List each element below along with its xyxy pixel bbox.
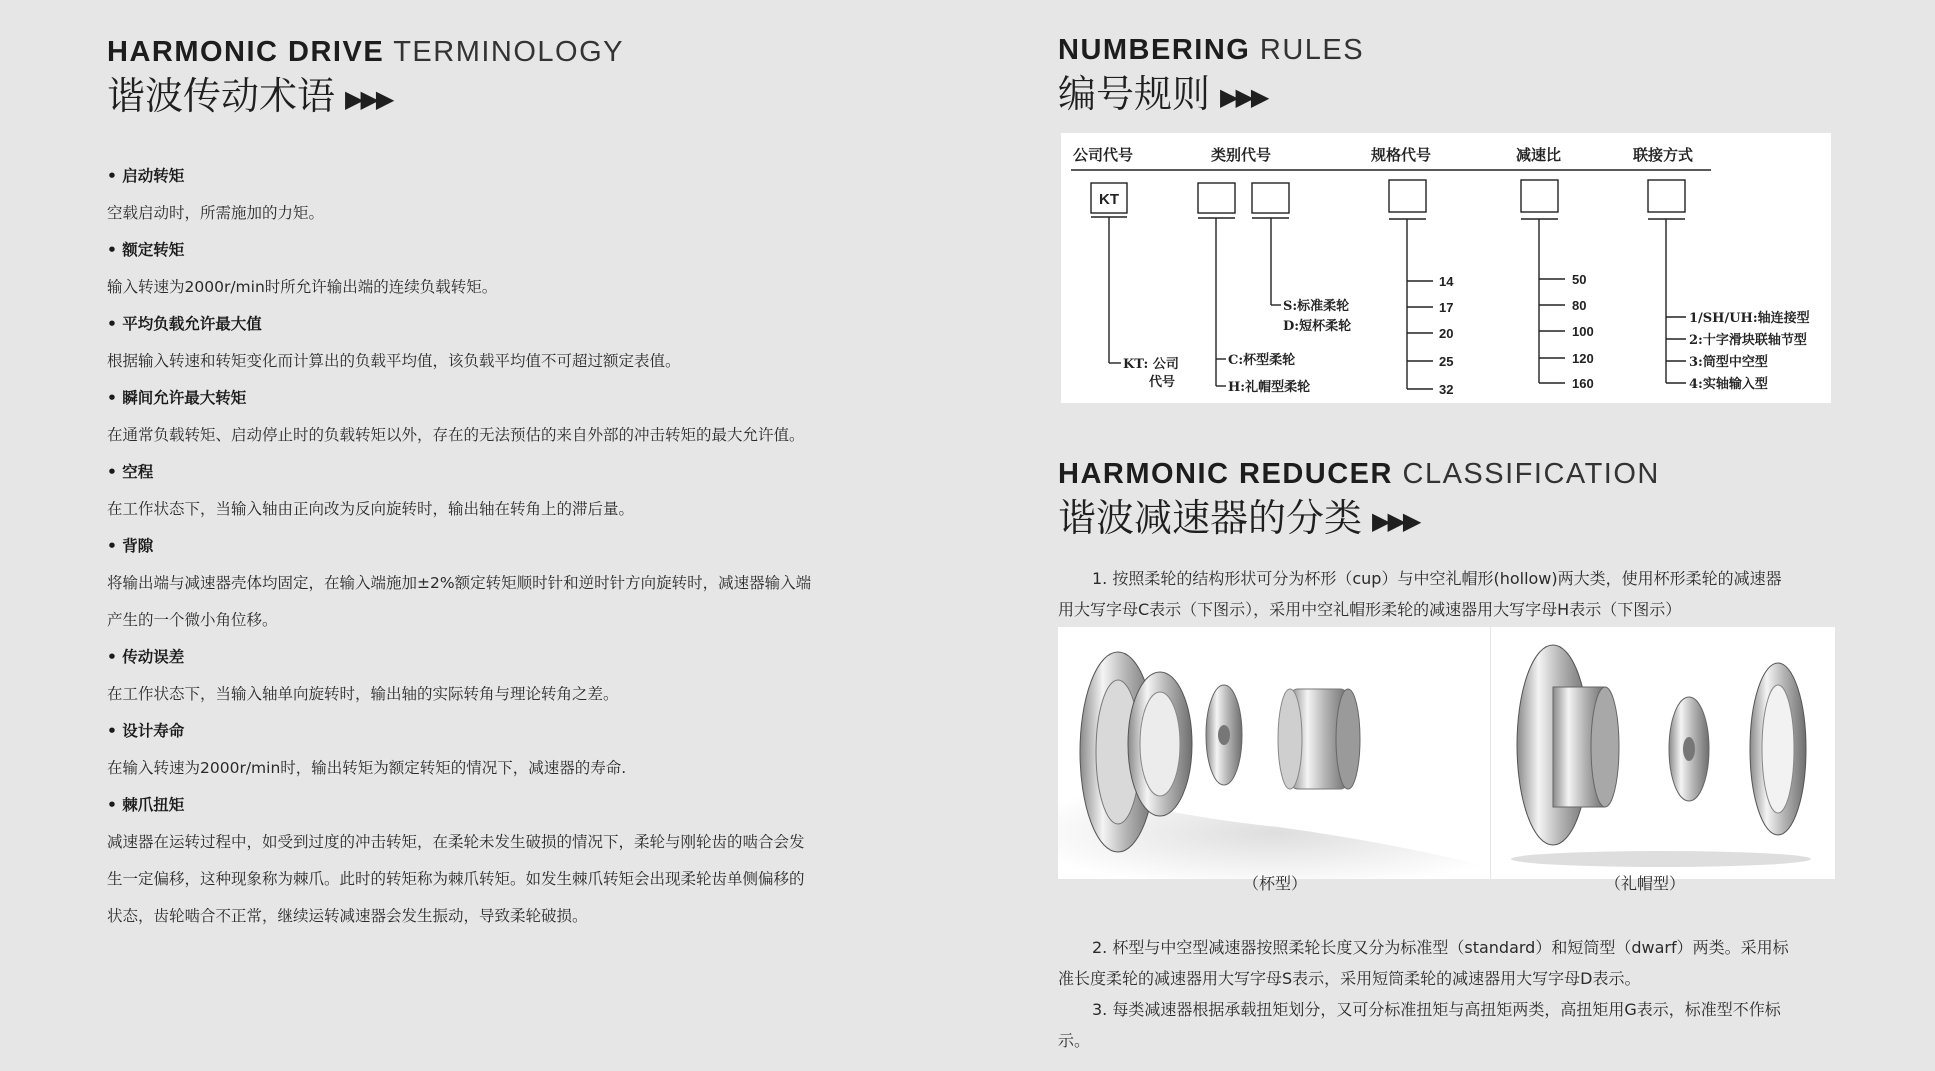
term-description: 将输出端与减速器壳体均固定，在输入端施加±2%额定转矩顺时针和逆时针方向旋转时，减速器输入端 [107,574,812,592]
ratio-value: 80 [1572,298,1587,313]
ratio-value: 50 [1572,272,1587,287]
term-description: 状态，齿轮啮合不正常，继续运转减速器会发生振动，导致柔轮破损。 [107,907,588,925]
hat-type-caption: （礼帽型） [1604,874,1685,893]
term-description: 在输入转速为2000r/min时，输出转矩为额定转矩的情况下，减速器的寿命. [107,759,627,777]
term-title: • 额定转矩 [107,241,185,259]
ratio-value: 160 [1572,376,1594,391]
term-description: 产生的一个微小角位移。 [107,611,278,629]
size-value: 25 [1439,354,1454,369]
term-title: • 平均负载允许最大值 [107,315,262,333]
connection-label: 3:筒型中空型 [1689,355,1768,370]
type-label-s: S:标准柔轮 [1283,299,1350,314]
ratio-value: 100 [1572,324,1594,339]
terminology-heading-en: HARMONIC DRIVE TERMINOLOGY [107,36,625,68]
type-label-h: H:礼帽型柔轮 [1228,380,1311,395]
term-title: • 棘爪扭矩 [107,796,185,814]
classification-heading-en: HARMONIC REDUCER CLASSIFICATION [1058,458,1660,490]
triple-arrow-icon: ▶▶▶ [1372,506,1419,535]
term-description: 输入转速为2000r/min时所允许输出端的连续负载转矩。 [107,278,498,296]
size-value: 17 [1439,300,1454,315]
term-description: 在工作状态下，当输入轴由正向改为反向旋转时，输出轴在转角上的滞后量。 [107,500,635,518]
terminology-heading-cn: 谐波传动术语 ▶▶▶ [107,74,392,118]
triple-arrow-icon: ▶▶▶ [1220,82,1267,111]
hat-type-reducer-image [1491,627,1835,879]
header-type: 类别代号 [1211,146,1272,164]
header-ratio: 减速比 [1516,146,1562,164]
header-connection: 联接方式 [1633,146,1694,164]
term-description: 空载启动时，所需施加的力矩。 [107,204,325,222]
cup-type-caption: （杯型） [1242,874,1307,893]
triple-arrow-icon: ▶▶▶ [345,84,392,113]
numbering-rules-diagram [1061,133,1831,403]
company-label-2: 代号 [1149,375,1176,390]
company-label: KT: 公司 [1123,357,1179,372]
term-description: 减速器在运转过程中，如受到过度的冲击转矩，在柔轮未发生破损的情况下，柔轮与刚轮齿的啮合会发 [107,833,805,851]
type-label-d: D:短杯柔轮 [1283,319,1352,334]
connection-label: 2:十字滑块联轴节型 [1689,333,1807,348]
numbering-heading-en: NUMBERING RULES [1058,34,1365,66]
size-value: 32 [1439,382,1454,397]
connection-label: 4:实轴输入型 [1689,377,1768,392]
term-title: • 传动误差 [107,648,185,666]
type-label-c: C:杯型柔轮 [1228,353,1296,368]
classification-paragraph-3: 3. 每类减速器根据承载扭矩划分，又可分标准扭矩与高扭矩两类，高扭矩用G表示，标准型不作标 示。 [1058,1000,1781,1050]
terminology-list [107,158,897,935]
cup-type-reducer-image [1058,627,1490,879]
term-title: • 启动转矩 [107,167,185,185]
company-code-box: KT [1099,191,1119,208]
classification-paragraph-1: 1. 按照柔轮的结构形状可分为杯形（cup）与中空礼帽形(hollow)两大类，使用杯形柔轮的减速器 用大写字母C表示（下图示），采用中空礼帽形柔轮的减速器用大写字母H表示（下图示） [1058,569,1782,619]
classification-paragraph-2: 2. 杯型与中空型减速器按照柔轮长度又分为标准型（standard）和短筒型（dwarf）两类。采用标 准长度柔轮的减速器用大写字母S表示，采用短筒柔轮的减速器用大写字母D表示。 [1058,938,1789,988]
ratio-value: 120 [1572,351,1594,366]
term-description: 在通常负载转矩、启动停止时的负载转矩以外，存在的无法预估的来自外部的冲击转矩的最大允许值。 [107,426,805,444]
classification-heading [1058,458,1660,543]
header-company: 公司代号 [1073,146,1134,164]
numbering-heading-cn: 编号规则 ▶▶▶ [1058,72,1267,116]
connection-label: 1/SH/UH:轴连接型 [1689,311,1810,326]
term-description: 在工作状态下，当输入轴单向旋转时，输出轴的实际转角与理论转角之差。 [107,685,619,703]
term-title: • 瞬间允许最大转矩 [107,389,247,407]
header-size: 规格代号 [1371,146,1432,164]
term-description: 生一定偏移，这种现象称为棘爪。此时的转矩称为棘爪转矩。如发生棘爪转矩会出现柔轮齿单侧偏移的 [107,870,805,888]
term-title: • 空程 [107,463,154,481]
size-value: 14 [1439,274,1454,289]
term-title: • 背隙 [107,537,154,555]
size-value: 20 [1439,326,1454,341]
term-description: 根据输入转速和转矩变化而计算出的负载平均值，该负载平均值不可超过额定表值。 [107,352,681,370]
term-title: • 设计寿命 [107,722,185,740]
terminology-heading [107,36,624,121]
numbering-heading [1058,34,1364,119]
classification-heading-cn: 谐波减速器的分类 ▶▶▶ [1058,496,1419,540]
